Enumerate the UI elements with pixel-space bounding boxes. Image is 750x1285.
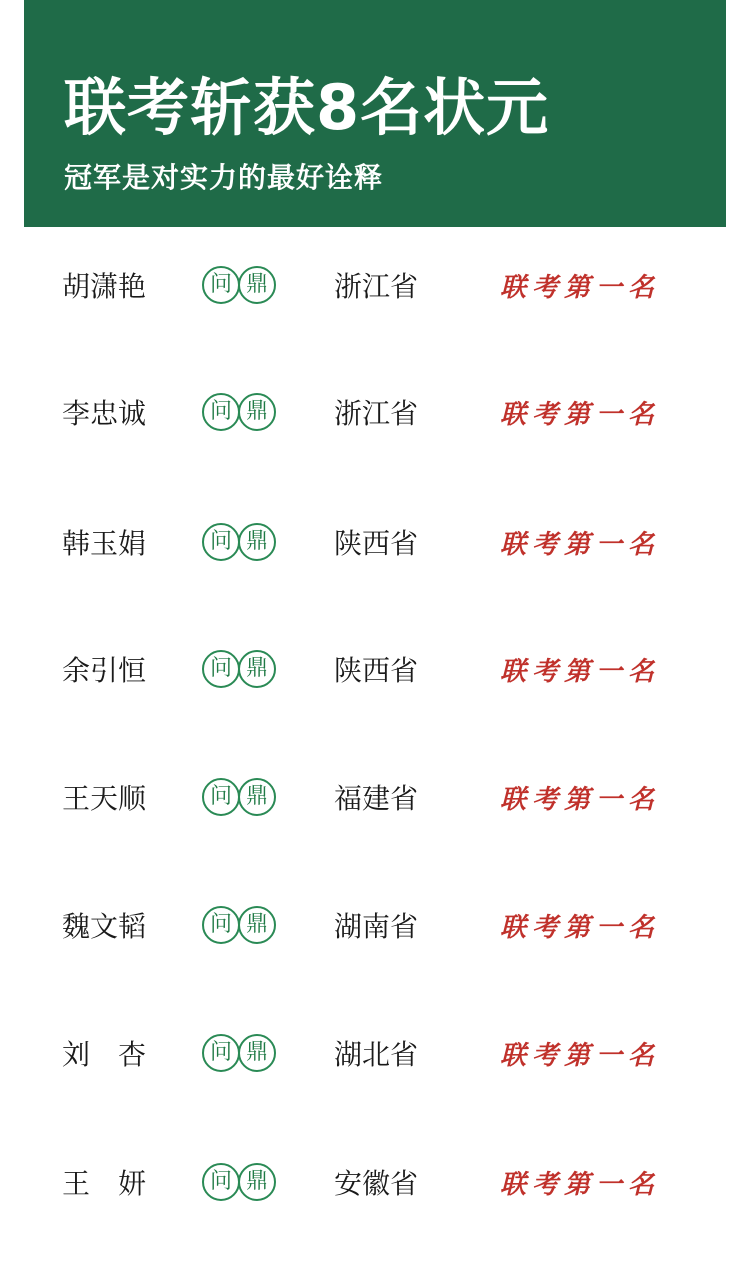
wending-logo-icon (202, 266, 278, 308)
province: 湖北省 (334, 1038, 419, 1071)
wending-logo-icon (202, 1034, 278, 1076)
wending-logo-icon (202, 778, 278, 820)
honor-label: 联考第一名 (500, 913, 661, 943)
honor-label: 联考第一名 (500, 400, 661, 430)
honor-label: 联考第一名 (500, 530, 661, 560)
page-subtitle: 冠军是对实力的最好诠释 (64, 161, 384, 194)
province: 陕西省 (334, 654, 419, 687)
province: 湖南省 (334, 910, 419, 943)
student-name: 魏文韬 (62, 910, 147, 943)
logo-char-wen: 问 (202, 393, 240, 431)
logo-char-ding: 鼎 (238, 523, 276, 561)
list-item (0, 257, 750, 317)
logo-char-wen: 问 (202, 523, 240, 561)
logo-char-ding: 鼎 (238, 906, 276, 944)
logo-char-wen: 问 (202, 1163, 240, 1201)
wending-logo-icon (202, 1163, 278, 1205)
honor-label: 联考第一名 (500, 1170, 661, 1200)
wending-logo-icon (202, 906, 278, 948)
logo-char-ding: 鼎 (238, 650, 276, 688)
logo-char-wen: 问 (202, 266, 240, 304)
student-name: 余引恒 (62, 654, 147, 687)
logo-char-wen: 问 (202, 650, 240, 688)
logo-char-ding: 鼎 (238, 778, 276, 816)
wending-logo-icon (202, 523, 278, 565)
honor-label: 联考第一名 (500, 1041, 661, 1071)
province: 福建省 (334, 782, 419, 815)
logo-char-wen: 问 (202, 778, 240, 816)
list-item (0, 641, 750, 701)
province: 陕西省 (334, 527, 419, 560)
province: 安徽省 (334, 1167, 419, 1200)
student-name: 李忠诚 (62, 397, 147, 430)
list-item (0, 897, 750, 957)
list-item (0, 1154, 750, 1214)
student-name: 韩玉娟 (62, 527, 147, 560)
province: 浙江省 (334, 270, 419, 303)
honor-label: 联考第一名 (500, 657, 661, 687)
list-item (0, 384, 750, 444)
province: 浙江省 (334, 397, 419, 430)
wending-logo-icon (202, 393, 278, 435)
student-name: 刘 杏 (62, 1038, 147, 1071)
honor-label: 联考第一名 (500, 785, 661, 815)
list-item (0, 514, 750, 574)
page-title: 联考斩获8名状元 (64, 71, 550, 144)
logo-char-ding: 鼎 (238, 266, 276, 304)
student-name: 王天顺 (62, 782, 147, 815)
student-name: 胡潇艳 (62, 270, 147, 303)
list-item (0, 769, 750, 829)
logo-char-wen: 问 (202, 906, 240, 944)
logo-char-wen: 问 (202, 1034, 240, 1072)
logo-char-ding: 鼎 (238, 1034, 276, 1072)
logo-char-ding: 鼎 (238, 1163, 276, 1201)
student-name: 王 妍 (62, 1167, 147, 1200)
list-item (0, 1025, 750, 1085)
logo-char-ding: 鼎 (238, 393, 276, 431)
honor-label: 联考第一名 (500, 273, 661, 303)
wending-logo-icon (202, 650, 278, 692)
